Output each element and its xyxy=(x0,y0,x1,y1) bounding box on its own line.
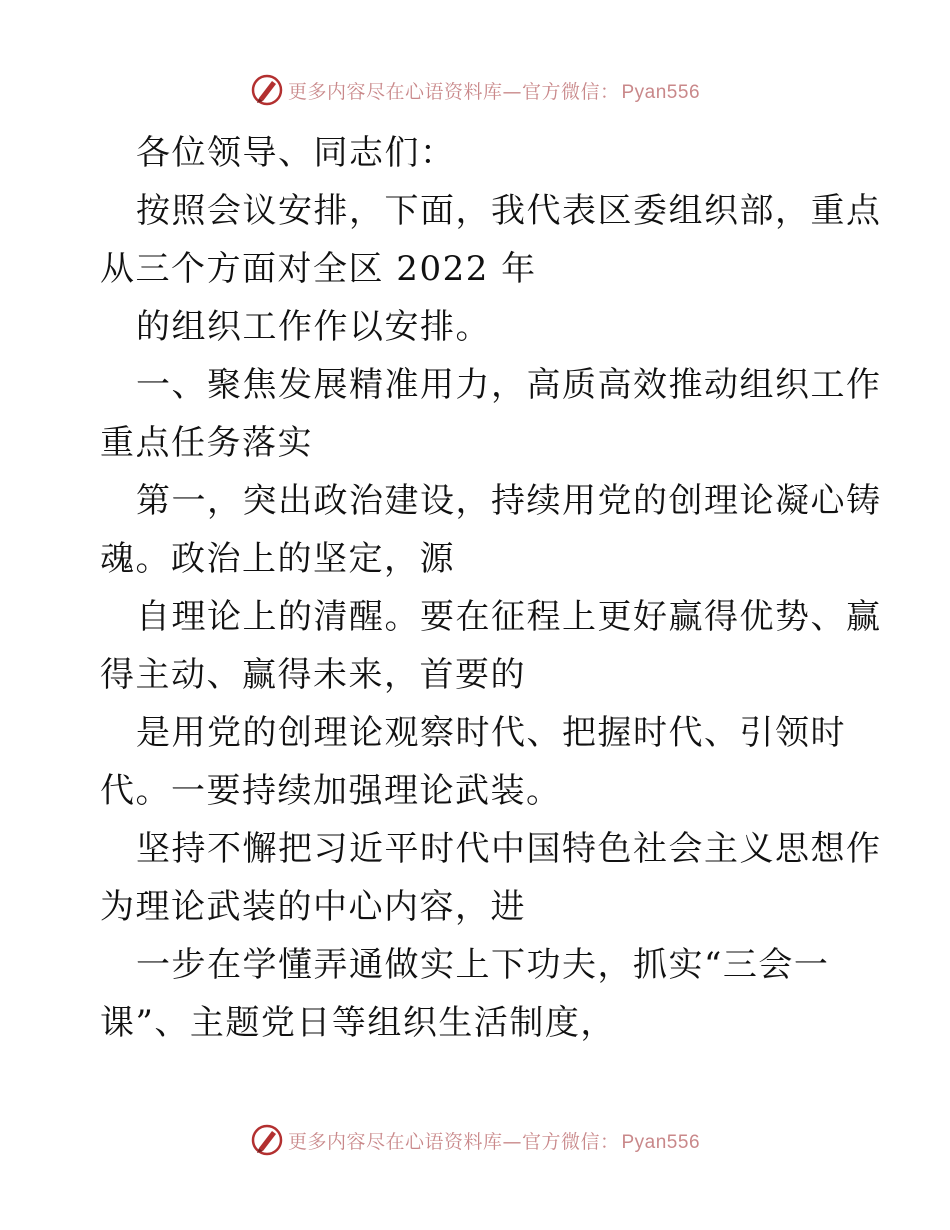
text-line: 的组织工作作以安排。 xyxy=(136,307,491,347)
footer-watermark-label: 更多内容尽在心语资料库—官方微信： xyxy=(287,1130,620,1153)
text-line: 得主动、赢得未来，首要的 xyxy=(100,655,526,695)
text-line: 是用党的创理论观察时代、把握时代、引领时 xyxy=(136,713,846,753)
text-line: 从三个方面对全区 2022 年 xyxy=(100,249,537,289)
text-line: 第一，突出政治建设，持续用党的创理论凝心铸 xyxy=(136,481,882,521)
text-line: 一、聚焦发展精准用力，高质高效推动组织工作 xyxy=(136,365,882,405)
pen-logo-icon xyxy=(250,73,284,107)
text-line: 重点任务落实 xyxy=(100,423,313,463)
header-watermark-text xyxy=(288,77,700,104)
text-line: 课”、主题党日等组织生活制度， xyxy=(100,1003,616,1043)
footer-watermark xyxy=(0,1120,950,1160)
header-watermark-wechat: Pyan556 xyxy=(621,81,701,103)
text-line: 为理论武装的中心内容，进 xyxy=(100,887,526,927)
text-line: 一步在学懂弄通做实上下功夫，抓实“三会一 xyxy=(136,945,830,985)
header-watermark-label: 更多内容尽在心语资料库—官方微信： xyxy=(287,80,620,103)
footer-watermark-text xyxy=(288,1127,700,1154)
footer-watermark-wechat: Pyan556 xyxy=(621,1131,701,1153)
text-line: 自理论上的清醒。要在征程上更好赢得优势、赢 xyxy=(136,597,882,637)
text-line: 各位领导、同志们： xyxy=(136,133,456,173)
text-line: 代。一要持续加强理论武装。 xyxy=(100,771,562,811)
pen-logo-icon xyxy=(250,1123,284,1157)
text-line: 魂。政治上的坚定，源 xyxy=(100,539,455,579)
header-watermark xyxy=(0,70,950,110)
text-line: 按照会议安排，下面，我代表区委组织部，重点 xyxy=(136,191,882,231)
text-line: 坚持不懈把习近平时代中国特色社会主义思想作 xyxy=(136,829,882,869)
document-body xyxy=(100,124,882,1052)
